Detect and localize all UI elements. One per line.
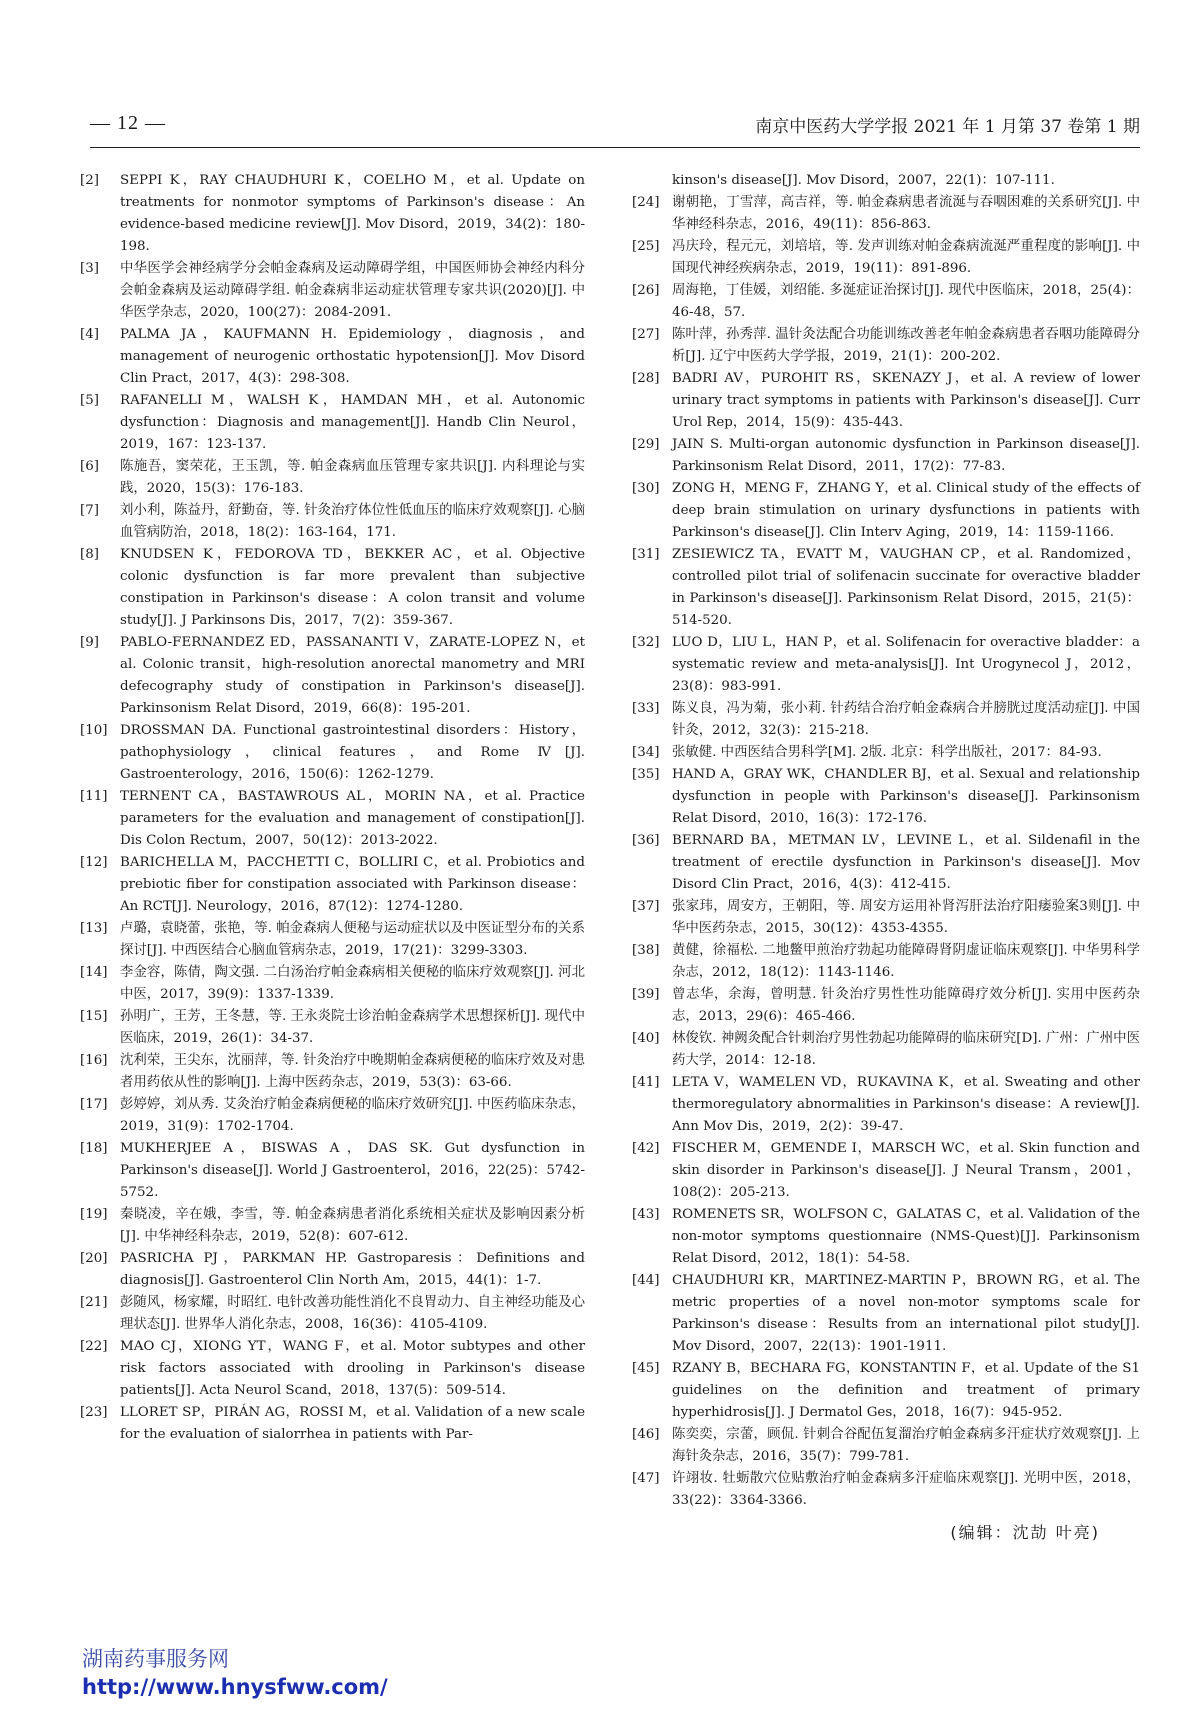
reference-number: [34] [632,745,660,760]
reference-number: [42] [632,1141,660,1156]
reference-text: SEPPI K，RAY CHAUDHURI K，COELHO M，et al. Update on treatments for nonmotor symptoms of Parkinson's disease：An evidence-based medicine review[J]. Mov Disord，2019，34(2)：180-198. [120,173,585,254]
reference-item [80,786,585,852]
reference-text: 冯庆玲，程元元，刘培培，等. 发声训练对帕金森病流涎严重程度的影响[J]. 中国现代神经疾病杂志，2019，19(11)：891-896. [672,239,1140,276]
reference-number: [16] [80,1053,108,1068]
reference-text: KNUDSEN K，FEDOROVA TD，BEKKER AC，et al. Objective colonic dysfunction is far more prevalent than subjective constipation in Parkinson's disease：A colon transit and volume study[J]. J Parkinsons Dis，2017，7(2)：359-367. [120,547,585,628]
reference-number: [41] [632,1075,660,1090]
reference-number: [32] [632,635,660,650]
watermark [82,1643,388,1699]
reference-item [632,1424,1140,1468]
reference-number: [23] [80,1405,108,1420]
reference-text: TERNENT CA，BASTAWROUS AL，MORIN NA，et al. Practice parameters for the evaluation and management of constipation[J]. Dis Colon Rectum，2007，50(12)：2013-2022. [120,789,585,848]
reference-item [632,1468,1140,1512]
reference-number: [14] [80,965,108,980]
reference-number: [33] [632,701,660,716]
page-number: — 12 — [90,112,166,134]
reference-text: BADRI AV，PUROHIT RS，SKENAZY J，et al. A review of lower urinary tract symptoms in patients with Parkinson's disease[J]. Curr Urol Rep，2014，15(9)：435-443. [672,371,1140,430]
reference-item [632,1358,1140,1424]
reference-item [80,1050,585,1094]
reference-number: [21] [80,1295,108,1310]
reference-text: 黄健，徐福松. 二地鳖甲煎治疗勃起功能障碍肾阴虚证临床观察[J]. 中华男科学杂志，2012，18(12)：1143-1146. [672,943,1140,980]
reference-number: [3] [80,261,99,276]
reference-item [632,764,1140,830]
reference-item [80,258,585,324]
reference-number: [43] [632,1207,660,1222]
reference-item [80,1336,585,1402]
reference-number: [36] [632,833,660,848]
reference-number: [40] [632,1031,660,1046]
reference-text: 刘小利，陈益丹，舒勤奋，等. 针灸治疗体位性低血压的临床疗效观察[J]. 心脑血管病防治，2018，18(2)：163-164，171. [120,503,585,540]
reference-item [632,280,1140,324]
reference-text: LETA V，WAMELEN VD，RUKAVINA K，et al. Sweating and other thermoregulatory abnormalities in Parkinson's disease：A review[J]. Ann Mov Dis，2019，2(2)：39-47. [672,1075,1140,1134]
reference-item [80,324,585,390]
reference-item [80,1094,585,1138]
reference-text: PASRICHA PJ，PARKMAN HP. Gastroparesis：Definitions and diagnosis[J]. Gastroenterol Clin North Am，2015，44(1)：1-7. [120,1251,585,1288]
reference-number: [10] [80,723,108,738]
reference-text: 李金容，陈倩，陶文强. 二白汤治疗帕金森病相关便秘的临床疗效观察[J]. 河北中医，2017，39(9)：1337-1339. [120,965,585,1002]
reference-text: PALMA JA，KAUFMANN H. Epidemiology，diagnosis，and management of neurogenic orthostatic hypotension[J]. Mov Disord Clin Pract，2017，4(3)：298-308. [120,327,585,386]
reference-number: [29] [632,437,660,452]
reference-number: [24] [632,195,660,210]
reference-item [632,830,1140,896]
page-header [90,112,1140,142]
reference-item [632,940,1140,984]
reference-text: 彭随风，杨家耀，时昭红. 电针改善功能性消化不良胃动力、自主神经功能及心理状态[J]. 世界华人消化杂志，2008，16(36)：4105-4109. [120,1295,585,1332]
reference-item [80,1248,585,1292]
reference-item [80,170,585,258]
left-column-references [80,170,585,1446]
reference-text: 陈叶萍，孙秀萍. 温针灸法配合功能训练改善老年帕金森病患者吞咽功能障碍分析[J]. 辽宁中医药大学学报，2019，21(1)：200-202. [672,327,1140,364]
reference-item [632,1138,1140,1204]
reference-text: PABLO-FERNANDEZ ED，PASSANANTI V，ZARATE-LOPEZ N，et al. Colonic transit，high-resolution anorectal manometry and MRI defecography study of constipation in Parkinson's disease[J]. Parkinsonism Relat Disord，2019，66(8)：195-201. [120,635,585,716]
watermark-site-name: 湖南药事服务网 [82,1647,229,1671]
reference-number: [35] [632,767,660,782]
reference-text: ZONG H，MENG F，ZHANG Y，et al. Clinical study of the effects of deep brain stimulation on urinary dysfunctions in patients with Parkinson's disease[J]. Clin Interv Aging，2019，14：1159-1166. [672,481,1140,540]
reference-text: ZESIEWICZ TA，EVATT M，VAUGHAN CP，et al. Randomized，controlled pilot trial of solifenacin succinate for overactive bladder in Parkinson's disease[J]. Parkinsonism Relat Disord，2015，21(5)：514-520. [672,547,1140,628]
reference-text: 秦晓凌，辛在娥，李雪，等. 帕金森病患者消化系统相关症状及影响因素分析[J]. 中华神经科杂志，2019，52(8)：607-612. [120,1207,585,1244]
reference-text: DROSSMAN DA. Functional gastrointestinal disorders：History，pathophysiology，clinical features，and Rome Ⅳ[J]. Gastroenterology，2016，150(6)：1262-1279. [120,723,585,782]
reference-item [80,632,585,720]
reference-item [632,1072,1140,1138]
reference-number: [22] [80,1339,108,1354]
reference-item [80,1402,585,1446]
reference-number: [31] [632,547,660,562]
reference-item [80,1204,585,1248]
reference-text: LUO D，LIU L，HAN P，et al. Solifenacin for overactive bladder：a systematic review and meta-analysis[J]. Int Urogynecol J，2012，23(8)：983-991. [672,635,1140,694]
reference-text: 张家玮，周安方，王朝阳，等. 周安方运用补肾泻肝法治疗阳痿验案3则[J]. 中华中医药杂志，2015，30(12)：4353-4355. [672,899,1140,936]
reference-item [80,1006,585,1050]
reference-item [632,896,1140,940]
editor-note: (编辑：沈劼 叶亮) [950,1523,1100,1542]
reference-number: [6] [80,459,99,474]
reference-text: 陈施吾，窦荣花，王玉凯，等. 帕金森病血压管理专家共识[J]. 内科理论与实践，2020，15(3)：176-183. [120,459,585,496]
reference-number: [44] [632,1273,660,1288]
right-reference-list [632,192,1140,1512]
reference-text: FISCHER M，GEMENDE I，MARSCH WC，et al. Skin function and skin disorder in Parkinson's disease[J]. J Neural Transm，2001，108(2)：205-213. [672,1141,1140,1200]
reference-item [632,544,1140,632]
reference-number: [11] [80,789,108,804]
reference-text: 孙明广，王芳，王冬慧，等. 王永炎院士诊治帕金森病学术思想探析[J]. 现代中医临床，2019，26(1)：34-37. [120,1009,585,1046]
reference-item [632,1270,1140,1358]
reference-item [632,324,1140,368]
reference-number: [17] [80,1097,108,1112]
reference-number: [19] [80,1207,108,1222]
reference-item [80,456,585,500]
reference-text: BERNARD BA，METMAN LV，LEVINE L，et al. Sildenafil in the treatment of erectile dysfunction in Parkinson's disease[J]. Mov Disord Clin Pract，2016，4(3)：412-415. [672,833,1140,892]
reference-number: [27] [632,327,660,342]
reference-number: [30] [632,481,660,496]
reference-text: 陈义良，冯为菊，张小莉. 针药结合治疗帕金森病合并膀胱过度活动症[J]. 中国针灸，2012，32(3)：215-218. [672,701,1140,738]
watermark-url[interactable]: http://www.hnysfww.com/ [82,1675,388,1699]
reference-number: [12] [80,855,108,870]
reference-number: [8] [80,547,99,562]
reference-number: [20] [80,1251,108,1266]
reference-item [632,698,1140,742]
reference-number: [5] [80,393,99,408]
reference-item [80,500,585,544]
reference-number: [18] [80,1141,108,1156]
reference-item [632,742,1140,764]
reference-number: [28] [632,371,660,386]
reference-item [632,1028,1140,1072]
reference-item [80,852,585,918]
reference-number: [4] [80,327,99,342]
reference-text: 中华医学会神经病学分会帕金森病及运动障碍学组，中国医师协会神经内科分会帕金森病及运动障碍学组. 帕金森病非运动症状管理专家共识(2020)[J]. 中华医学杂志，2020，100(27)：2084-2091. [120,261,585,320]
reference-number: [47] [632,1471,660,1486]
reference-text: 陈奕奕，宗蕾，顾侃. 针刺合谷配伍复溜治疗帕金森病多汗症状疗效观察[J]. 上海针灸杂志，2016，35(7)：799-781. [672,1427,1140,1464]
reference-text: ROMENETS SR，WOLFSON C，GALATAS C，et al. Validation of the non-motor symptoms questionnaire (NMS-Quest)[J]. Parkinsonism Relat Disord，2012，18(1)：54-58. [672,1207,1140,1266]
reference-number: [13] [80,921,108,936]
reference-item [632,1204,1140,1270]
journal-title: 南京中医药大学学报 2021 年 1 月第 37 卷第 1 期 [755,117,1140,137]
reference-item [632,192,1140,236]
reference-continuation: kinson's disease[J]. Mov Disord，2007，22(1)：107-111. [672,173,1055,188]
reference-item [632,478,1140,544]
reference-text: 谢朝艳，丁雪萍，高吉祥，等. 帕金森病患者流涎与吞咽困难的关系研究[J]. 中华神经科杂志，2016，49(11)：856-863. [672,195,1140,232]
reference-item [80,544,585,632]
reference-number: [2] [80,173,99,188]
reference-text: RZANY B，BECHARA FG，KONSTANTIN F，et al. Update of the S1 guidelines on the definition and treatment of primary hyperhidrosis[J]. J Dermatol Ges，2018，16(7)：945-952. [672,1361,1140,1420]
reference-text: JAIN S. Multi-organ autonomic dysfunction in Parkinson disease[J]. Parkinsonism Relat Disord，2011，17(2)：77-83. [672,437,1140,474]
reference-item [80,390,585,456]
reference-text: MUKHERJEE A，BISWAS A，DAS SK. Gut dysfunction in Parkinson's disease[J]. World J Gastroenterol，2016，22(25)：5742-5752. [120,1141,585,1200]
reference-item [632,434,1140,478]
reference-item [632,632,1140,698]
reference-number: [46] [632,1427,660,1442]
reference-text: BARICHELLA M，PACCHETTI C，BOLLIRI C，et al. Probiotics and prebiotic fiber for constipation associated with Parkinson disease：An RCT[J]. Neurology，2016，87(12)：1274-1280. [120,855,585,914]
reference-text: HAND A，GRAY WK，CHANDLER BJ，et al. Sexual and relationship dysfunction in people with Parkinson's disease[J]. Parkinsonism Relat Disord，2010，16(3)：172-176. [672,767,1140,826]
reference-item [80,918,585,962]
reference-text: 张敏健. 中西医结合男科学[M]. 2版. 北京：科学出版社，2017：84-93. [672,745,1102,760]
reference-number: [39] [632,987,660,1002]
reference-item [632,984,1140,1028]
reference-text: 彭婷婷，刘从秀. 艾灸治疗帕金森病便秘的临床疗效研究[J]. 中医药临床杂志，2019，31(9)：1702-1704. [120,1097,585,1134]
reference-text: 周海艳，丁佳媛，刘绍能. 多涎症证治探讨[J]. 现代中医临床，2018，25(4)：46-48，57. [672,283,1140,320]
reference-number: [15] [80,1009,108,1024]
header-rule [90,147,1140,148]
reference-number: [7] [80,503,99,518]
reference-number: [45] [632,1361,660,1376]
right-column-references [632,170,1140,1543]
reference-item [632,236,1140,280]
reference-text: RAFANELLI M，WALSH K，HAMDAN MH，et al. Autonomic dysfunction：Diagnosis and management[J]. Handb Clin Neurol，2019，167：123-137. [120,393,585,452]
reference-text: CHAUDHURI KR，MARTINEZ-MARTIN P，BROWN RG，et al. The metric properties of a novel non-motor symptoms scale for Parkinson's disease：Results from an international pilot study[J]. Mov Disord，2007，22(13)：1901-1911. [672,1273,1140,1354]
reference-item [80,1292,585,1336]
reference-text: 卢璐，袁晓蕾，张艳，等. 帕金森病人便秘与运动症状以及中医证型分布的关系探讨[J]. 中西医结合心脑血管病杂志，2019，17(21)：3299-3303. [120,921,585,958]
reference-text: 许翊妆. 牡蛎散穴位贴敷治疗帕金森病多汗症临床观察[J]. 光明中医，2018，33(22)：3364-3366. [672,1471,1140,1508]
reference-item [80,720,585,786]
reference-number: [37] [632,899,660,914]
reference-text: MAO CJ，XIONG YT，WANG F，et al. Motor subtypes and other risk factors associated with drooling in Parkinson's disease patients[J]. Acta Neurol Scand，2018，137(5)：509-514. [120,1339,585,1398]
reference-text: 曾志华，余海，曾明慧. 针灸治疗男性性功能障碍疗效分析[J]. 实用中医药杂志，2013，29(6)：465-466. [672,987,1140,1024]
reference-number: [25] [632,239,660,254]
reference-number: [38] [632,943,660,958]
reference-item [632,368,1140,434]
reference-number: [26] [632,283,660,298]
reference-text: 沈利荣，王尖东，沈丽萍，等. 针灸治疗中晚期帕金森病便秘的临床疗效及对患者用药依从性的影响[J]. 上海中医药杂志，2019，53(3)：63-66. [120,1053,585,1090]
reference-text: 林俊钦. 神阙灸配合针刺治疗男性勃起功能障碍的临床研究[D]. 广州：广州中医药大学，2014：12-18. [672,1031,1140,1068]
reference-item [80,1138,585,1204]
reference-text: LLORET SP，PIRÁN AG，ROSSI M，et al. Validation of a new scale for the evaluation of sialorrhea in patients with Par- [120,1405,585,1442]
reference-item [80,962,585,1006]
reference-number: [9] [80,635,99,650]
